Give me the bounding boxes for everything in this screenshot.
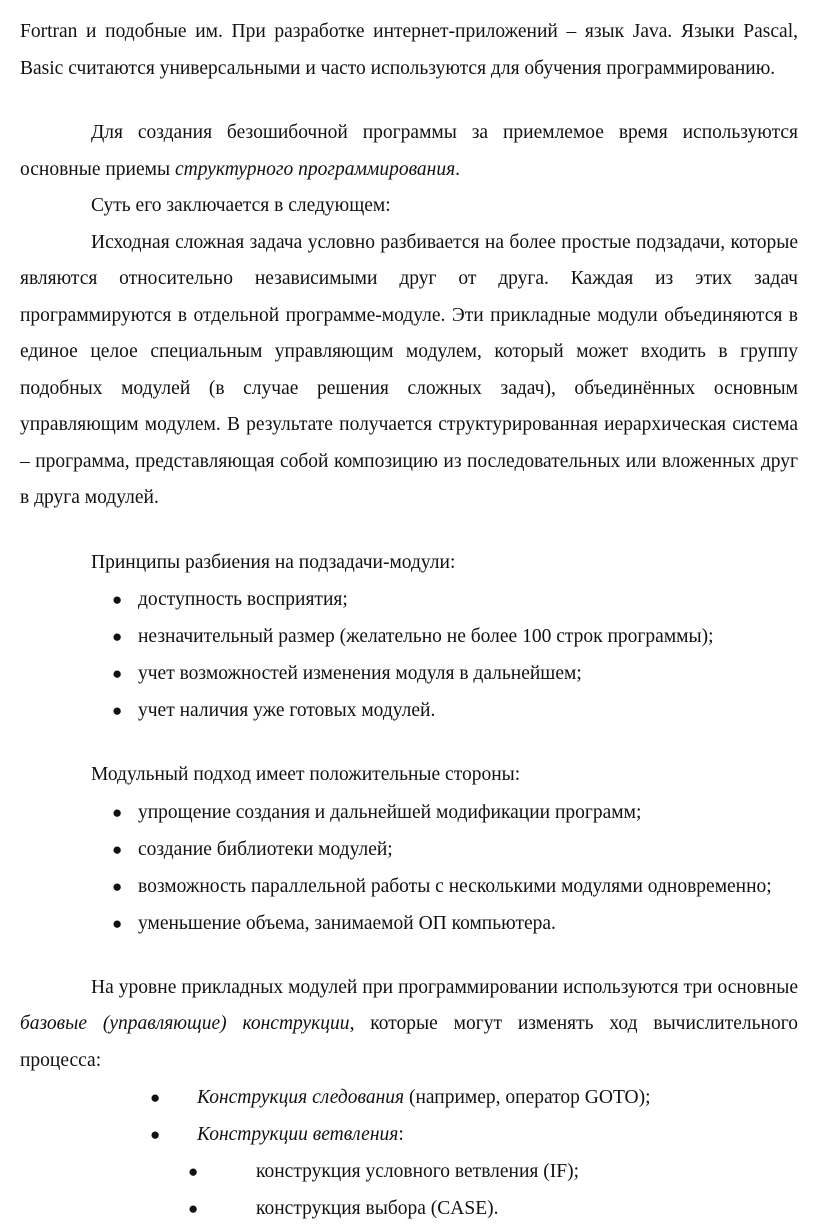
- list-item: [20, 831, 798, 868]
- paragraph-decomposition: Исходная сложная задача условно разбивается на более простые подзадачи, которые являются относительно независимыми друг от друга. Каждая из этих задач программируются в отдельной программе-модуле. Эти прикладные модули объединяются в единое целое специальным управляющим модулем, который может входить в группу подобных модулей (в случае решения сложных задач), объединённых основным управляющим модулем. В результате получается структурированная иерархическая система – программа, представляющая собой композицию из последовательных или вложенных друг в друга модулей.: [20, 231, 798, 508]
- text-fragment: На уровне прикладных модулей при программировании используются три основные: [91, 976, 798, 998]
- bullet-icon: ●: [112, 913, 123, 933]
- list-item-text: доступность восприятия;: [138, 589, 348, 610]
- spacer: [20, 729, 798, 757]
- list-item: [20, 1190, 798, 1227]
- italic-term: Конструкция следования: [197, 1087, 405, 1108]
- bullet-icon: ●: [112, 802, 123, 822]
- italic-term: структурного программирования: [174, 158, 456, 180]
- spacer: [20, 517, 798, 545]
- bullet-icon: ●: [188, 1199, 199, 1218]
- list-item: [20, 692, 798, 729]
- italic-term: Конструкции ветвления: [197, 1124, 399, 1145]
- principles-heading: Принципы разбиения на подзадачи-модули:: [91, 551, 456, 573]
- bullet-icon: ●: [112, 701, 123, 720]
- list-item: [20, 868, 798, 905]
- bullet-icon: ●: [112, 664, 123, 683]
- list-item-text: уменьшение объема, занимаемой ОП компьютера.: [138, 912, 556, 934]
- italic-term: базовые (управляющие) конструкции: [20, 1013, 350, 1034]
- list-item-text: создание библиотеки модулей;: [138, 838, 393, 860]
- list-item-text: конструкция выбора (CASE).: [256, 1198, 499, 1219]
- bullet-icon: ●: [150, 1125, 161, 1144]
- text-fragment: :: [398, 1124, 404, 1145]
- list-item: [20, 655, 798, 692]
- list-item: [20, 1116, 798, 1153]
- advantages-list: [20, 794, 798, 942]
- list-item-text: незначительный размер (желательно не более 100 строк программы);: [138, 626, 714, 647]
- spacer: [20, 87, 798, 115]
- text-fragment: Для создания безошибочной программы за приемлемое время используются основные приемы: [20, 122, 798, 180]
- bullet-icon: ●: [188, 1162, 199, 1181]
- list-item: [20, 618, 798, 655]
- text-fragment: .: [455, 158, 461, 180]
- list-item-text: конструкция условного ветвления (IF);: [256, 1161, 579, 1182]
- list-item: [20, 794, 798, 831]
- advantages-heading: Модульный подход имеет положительные стороны:: [91, 764, 521, 785]
- list-item-text: учет возможностей изменения модуля в дальнейшем;: [138, 663, 582, 684]
- paragraph-essence: Суть его заключается в следующем:: [91, 195, 391, 216]
- document-page: [20, 14, 798, 1227]
- bullet-icon: ●: [112, 627, 123, 646]
- list-item: [20, 1079, 798, 1116]
- paragraph-structured-programming: [20, 115, 798, 188]
- bullet-icon: ●: [150, 1088, 161, 1107]
- branching-list: [20, 1153, 798, 1227]
- list-item-text: учет наличия уже готовых модулей.: [138, 700, 436, 721]
- constructs-list: [20, 1079, 798, 1153]
- text-fragment: , которые могут изменять ход вычислительного процесса:: [20, 1013, 798, 1071]
- list-item: [20, 581, 798, 618]
- bullet-icon: ●: [112, 839, 123, 859]
- principles-list: [20, 581, 798, 729]
- paragraph-base-constructs: [20, 970, 798, 1080]
- list-item-text: возможность параллельной работы с несколькими модулями одновременно;: [138, 875, 772, 897]
- bullet-icon: ●: [112, 876, 123, 896]
- list-item: [20, 1153, 798, 1190]
- spacer: [20, 942, 798, 970]
- bullet-icon: ●: [112, 590, 123, 609]
- list-item-text: упрощение создания и дальнейшей модификации программ;: [138, 801, 642, 823]
- paragraph-languages: Fortran и подобные им. При разработке интернет-приложений – язык Java. Языки Pascal, Basic считаются универсальными и часто используются для обучения программированию.: [20, 21, 798, 79]
- text-fragment: (например, оператор GOTO);: [404, 1087, 651, 1108]
- list-item: [20, 905, 798, 942]
